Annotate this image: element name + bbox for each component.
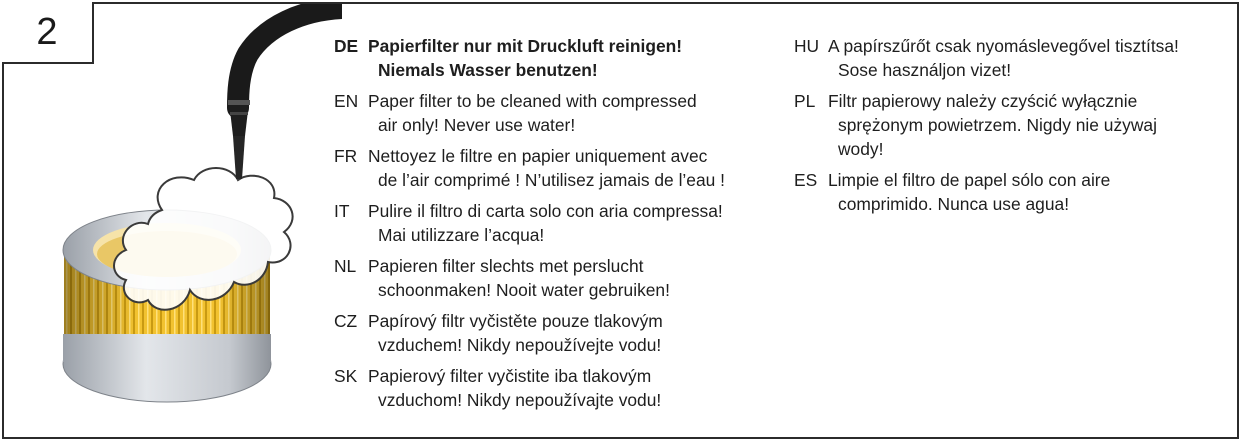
instructions-right-column: [794, 34, 1234, 223]
instruction-text: [368, 364, 774, 412]
instruction-line: air only! Never use water!: [378, 115, 576, 135]
instruction-line: Pulire il filtro di carta solo con aria compressa!: [368, 201, 723, 221]
instruction-es: [794, 168, 1234, 216]
language-code: NL: [334, 256, 357, 276]
instruction-line: A papírszűrőt csak nyomáslevegővel tisztítsa!: [828, 36, 1179, 56]
instruction-line: Papírový filtr vyčistěte pouze tlakovým: [368, 311, 663, 331]
instruction-text: [368, 34, 774, 82]
instruction-text: [368, 144, 774, 192]
instruction-text: [368, 89, 774, 137]
instruction-line: sprężonym powietrzem. Nigdy nie używaj: [838, 115, 1157, 135]
instruction-line: Niemals Wasser benutzen!: [378, 60, 598, 80]
step-number-box: [2, 2, 94, 64]
instruction-line: vzduchom! Nikdy nepoužívajte vodu!: [378, 390, 662, 410]
instruction-line: Filtr papierowy należy czyścić wyłącznie: [828, 91, 1138, 111]
filter-cleaning-illustration: [52, 4, 342, 414]
instruction-line: de l’air comprimé ! N’utilisez jamais de l’eau !: [378, 170, 725, 190]
instruction-hu: [794, 34, 1234, 82]
instruction-de: [334, 34, 774, 82]
language-code: FR: [334, 146, 358, 166]
instruction-sk: [334, 364, 774, 412]
instruction-line: wody!: [838, 139, 884, 159]
instruction-fr: [334, 144, 774, 192]
instruction-line: Sose használjon vizet!: [838, 60, 1012, 80]
instruction-pl: [794, 89, 1234, 161]
instruction-line: comprimido. Nunca use agua!: [838, 194, 1070, 214]
instruction-nl: [334, 254, 774, 302]
instruction-line: Limpie el filtro de papel sólo con aire: [828, 170, 1111, 190]
instruction-line: vzduchem! Nikdy nepoužívejte vodu!: [378, 335, 662, 355]
language-code: DE: [334, 36, 359, 56]
instruction-cz: [334, 309, 774, 357]
instruction-text: [828, 89, 1234, 161]
language-code: CZ: [334, 311, 358, 331]
instruction-text: [368, 309, 774, 357]
instruction-text: [368, 254, 774, 302]
step-number: 2: [36, 10, 58, 53]
language-code: IT: [334, 201, 350, 221]
instruction-line: Paper filter to be cleaned with compressed: [368, 91, 697, 111]
instruction-panel: [2, 2, 1239, 439]
instruction-line: Mai utilizzare l’acqua!: [378, 225, 545, 245]
instruction-line: Papieren filter slechts met perslucht: [368, 256, 644, 276]
instructions-left-column: [334, 34, 774, 419]
language-code: PL: [794, 91, 816, 111]
language-code: ES: [794, 170, 818, 190]
instruction-text: [368, 199, 774, 247]
instruction-line: Papierový filter vyčistite iba tlakovým: [368, 366, 652, 386]
air-nozzle-icon: [228, 8, 342, 179]
instruction-text: [828, 34, 1234, 82]
instruction-en: [334, 89, 774, 137]
instruction-it: [334, 199, 774, 247]
instruction-text: [828, 168, 1234, 216]
language-code: EN: [334, 91, 359, 111]
language-code: SK: [334, 366, 358, 386]
instruction-line: Papierfilter nur mit Druckluft reinigen!: [368, 36, 683, 56]
instruction-line: Nettoyez le filtre en papier uniquement avec: [368, 146, 708, 166]
language-code: HU: [794, 36, 820, 56]
instruction-line: schoonmaken! Nooit water gebruiken!: [378, 280, 670, 300]
